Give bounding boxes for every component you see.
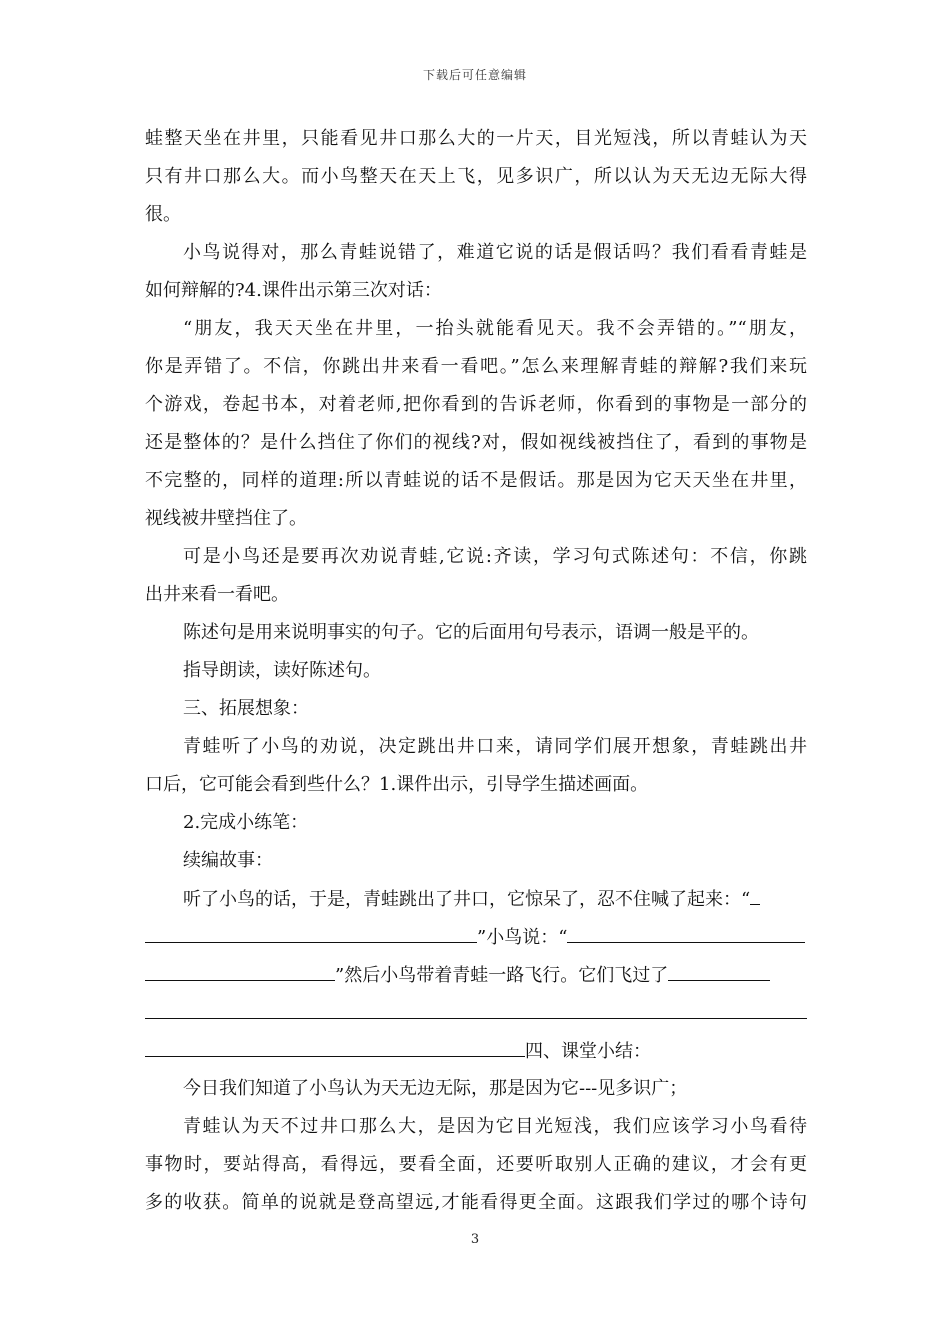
paragraph-line: 指导朗读，读好陈述句。 (183, 660, 381, 681)
page-header-note: 下载后可任意编辑 (422, 68, 527, 82)
paragraph-line: 陈述句是用来说明事实的句子。它的后面用句号表示，语调一般是平的。 (183, 622, 759, 643)
page-number: 3 (470, 1232, 480, 1247)
paragraph-line: 青蛙听了小鸟的劝说，决定跳出井口来，请同学们展开想象，青蛙跳出井 (183, 736, 807, 757)
paragraph-line: 多的收获。简单的说就是登高望远,才能看得更全面。这跟我们学过的哪个诗句 (145, 1192, 807, 1213)
answer-blank[interactable] (145, 956, 335, 981)
paragraph-line: 事物时，要站得高，看得远，要看全面，还要听取别人正确的建议，才会有更 (145, 1154, 807, 1175)
fill-in-line (145, 1032, 807, 1070)
section-heading: 三、拓展想象： (183, 698, 309, 719)
fill-in-text: ”小鸟说：“ (477, 927, 568, 948)
paragraph-line: “朋友，我天天坐在井里，一抬头就能看见天。我不会弄错的。”“朋友， (183, 318, 807, 339)
answer-blank[interactable] (145, 1032, 525, 1057)
fill-in-line (145, 918, 807, 956)
paragraph-line: 很。 (145, 204, 181, 225)
paragraph-line: 蛙整天坐在井里，只能看见井口那么大的一片天，目光短浅，所以青蛙认为天 (145, 128, 807, 149)
paragraph-line: 不完整的，同样的道理:所以青蛙说的话不是假话。那是因为它天天坐在井里， (145, 470, 807, 491)
paragraph-line: 还是整体的？是什么挡住了你们的视线?对，假如视线被挡住了，看到的事物是 (145, 432, 807, 453)
paragraph-line: 口后，它可能会看到些什么？1.课件出示，引导学生描述画面。 (145, 774, 649, 795)
paragraph-line: 今日我们知道了小鸟认为天无边无际，那是因为它---见多识广； (183, 1078, 688, 1099)
fill-in-line (145, 994, 807, 1032)
paragraph-line: 续编故事： (183, 850, 273, 871)
paragraph-line: 出井来看一看吧。 (145, 584, 289, 605)
paragraph-line: 你是弄错了。不信，你跳出井来看一看吧。”怎么来理解青蛙的辩解?我们来玩 (145, 356, 807, 377)
paragraph-line: 2.完成小练笔： (183, 812, 309, 833)
fill-in-line (145, 956, 807, 994)
answer-blank[interactable] (668, 956, 770, 981)
fill-in-text: ”然后小鸟带着青蛙一路飞行。它们飞过了 (335, 965, 669, 986)
answer-blank[interactable] (145, 918, 477, 943)
paragraph-line: 如何辩解的?4.课件出示第三次对话： (145, 280, 442, 301)
paragraph-line: 青蛙认为天不过井口那么大，是因为它目光短浅，我们应该学习小鸟看待 (183, 1116, 807, 1137)
answer-blank[interactable] (145, 1018, 807, 1019)
fill-in-line (145, 880, 807, 918)
paragraph-line: 小鸟说得对，那么青蛙说错了，难道它说的话是假话吗？我们看看青蛙是 (183, 242, 807, 263)
answer-blank[interactable] (750, 880, 760, 905)
paragraph-line: 可是小鸟还是要再次劝说青蛙,它说:齐读，学习句式陈述句：不信，你跳 (183, 546, 807, 567)
fill-in-prompt: 听了小鸟的话，于是，青蛙跳出了井口，它惊呆了，忍不住喊了起来：“ (183, 889, 751, 910)
paragraph-line: 个游戏，卷起书本，对着老师,把你看到的告诉老师，你看到的事物是一部分的 (145, 394, 807, 415)
document-body (145, 120, 807, 1222)
paragraph-line: 视线被井壁挡住了。 (145, 508, 307, 529)
section-heading: 四、课堂小结： (525, 1041, 651, 1062)
answer-blank[interactable] (567, 918, 805, 943)
paragraph-line: 只有井口那么大。而小鸟整天在天上飞，见多识广，所以认为天无边无际大得 (145, 166, 807, 187)
